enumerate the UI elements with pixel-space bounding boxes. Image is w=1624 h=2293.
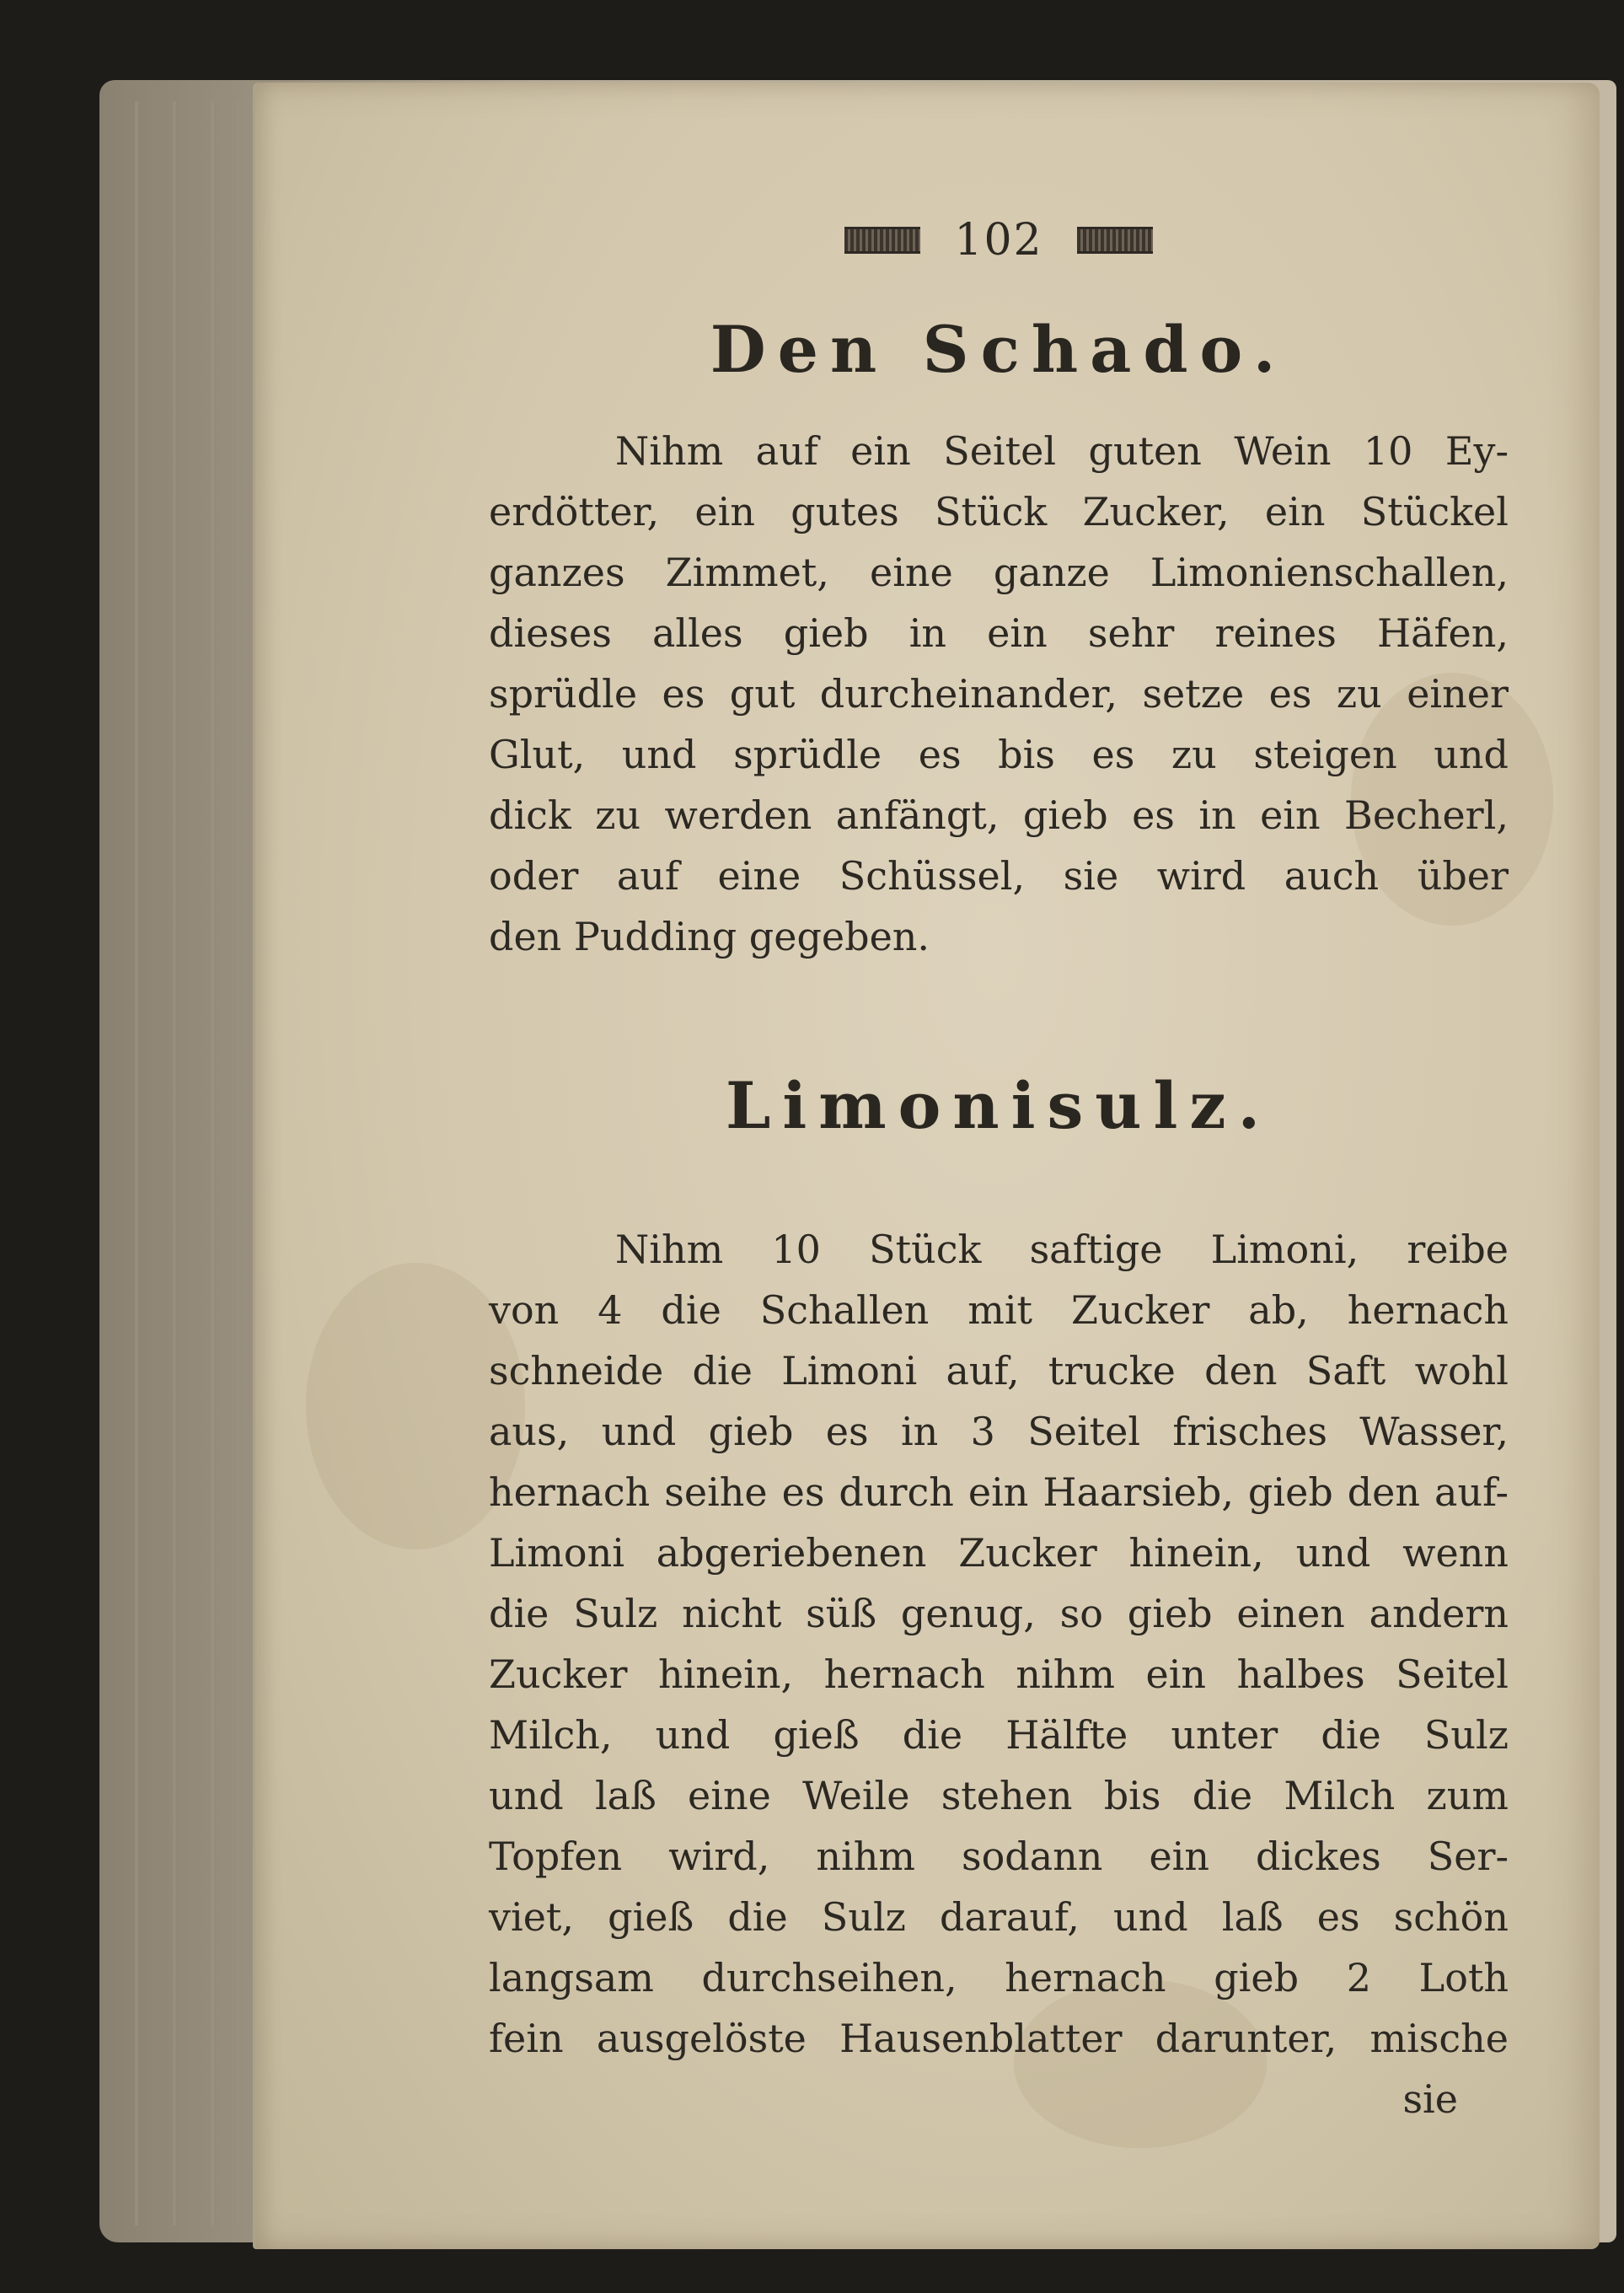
text-line: dick zu werden anfängt, gieb es in ein Becherl, (489, 792, 1509, 838)
text-line: von 4 die Schallen mit Zucker ab, hernach (489, 1287, 1509, 1333)
text-line: und laß eine Weile stehen bis die Milch zum (489, 1773, 1509, 1818)
text-line: sprüdle es gut durcheinander, setze es zu einer (489, 671, 1509, 717)
page-stack-line (211, 101, 214, 2226)
recipe-title-limonisulz: Limonisulz. (725, 1068, 1273, 1143)
recipe-text-den-schado (489, 421, 1509, 967)
text-line: schneide die Limoni auf, trucke den Saft wohl (489, 1348, 1509, 1394)
text-line: langsam durchseihen, hernach gieb 2 Loth (489, 1955, 1509, 2000)
recipe-text-limonisulz (489, 1219, 1509, 2069)
text-line: aus, und gieb es in 3 Seitel frisches Wasser, (489, 1409, 1509, 1454)
recipe-title-den-schado: Den Schado. (710, 312, 1288, 387)
text-line: Nihm auf ein Seitel guten Wein 10 Ey- (615, 428, 1509, 474)
page-header (489, 202, 1509, 278)
page-stack-line (173, 101, 176, 2226)
text-line: die Sulz nicht süß genug, so gieb einen andern (489, 1591, 1509, 1636)
text-line: viet, gieß die Sulz darauf, und laß es schön (489, 1894, 1509, 1940)
text-line: den Pudding gegeben. (489, 914, 930, 959)
text-line: Zucker hinein, hernach nihm ein halbes Seitel (489, 1651, 1509, 1697)
text-line: Limoni abgeriebenen Zucker hinein, und wenn (489, 1530, 1509, 1576)
page-stack-line (236, 101, 239, 2226)
text-line: fein ausgelöste Hausenblatter darunter, mische (489, 2016, 1509, 2061)
header-ornament-right (1077, 227, 1153, 254)
text-line: Nihm 10 Stück saftige Limoni, reibe (615, 1227, 1509, 1272)
page-number: 102 (954, 215, 1043, 266)
text-line: erdötter, ein gutes Stück Zucker, ein Stückel (489, 489, 1509, 534)
text-line: ganzes Zimmet, eine ganze Limonienschallen, (489, 550, 1509, 595)
text-line: Topfen wird, nihm sodann ein dickes Ser- (489, 1834, 1509, 1879)
text-line: oder auf eine Schüssel, sie wird auch über (489, 853, 1509, 899)
header-ornament-left (844, 227, 920, 254)
text-line: Glut, und sprüdle es bis es zu steigen und (489, 732, 1509, 777)
text-line: Milch, und gieß die Hälfte unter die Sulz (489, 1712, 1509, 1758)
page-stack-line (135, 101, 138, 2226)
text-line: dieses alles gieb in ein sehr reines Häfen, (489, 610, 1509, 656)
catchword: sie (1402, 2076, 1458, 2122)
text-line: hernach seihe es durch ein Haarsieb, gieb den auf- (489, 1469, 1509, 1515)
page-content (489, 202, 1509, 2129)
